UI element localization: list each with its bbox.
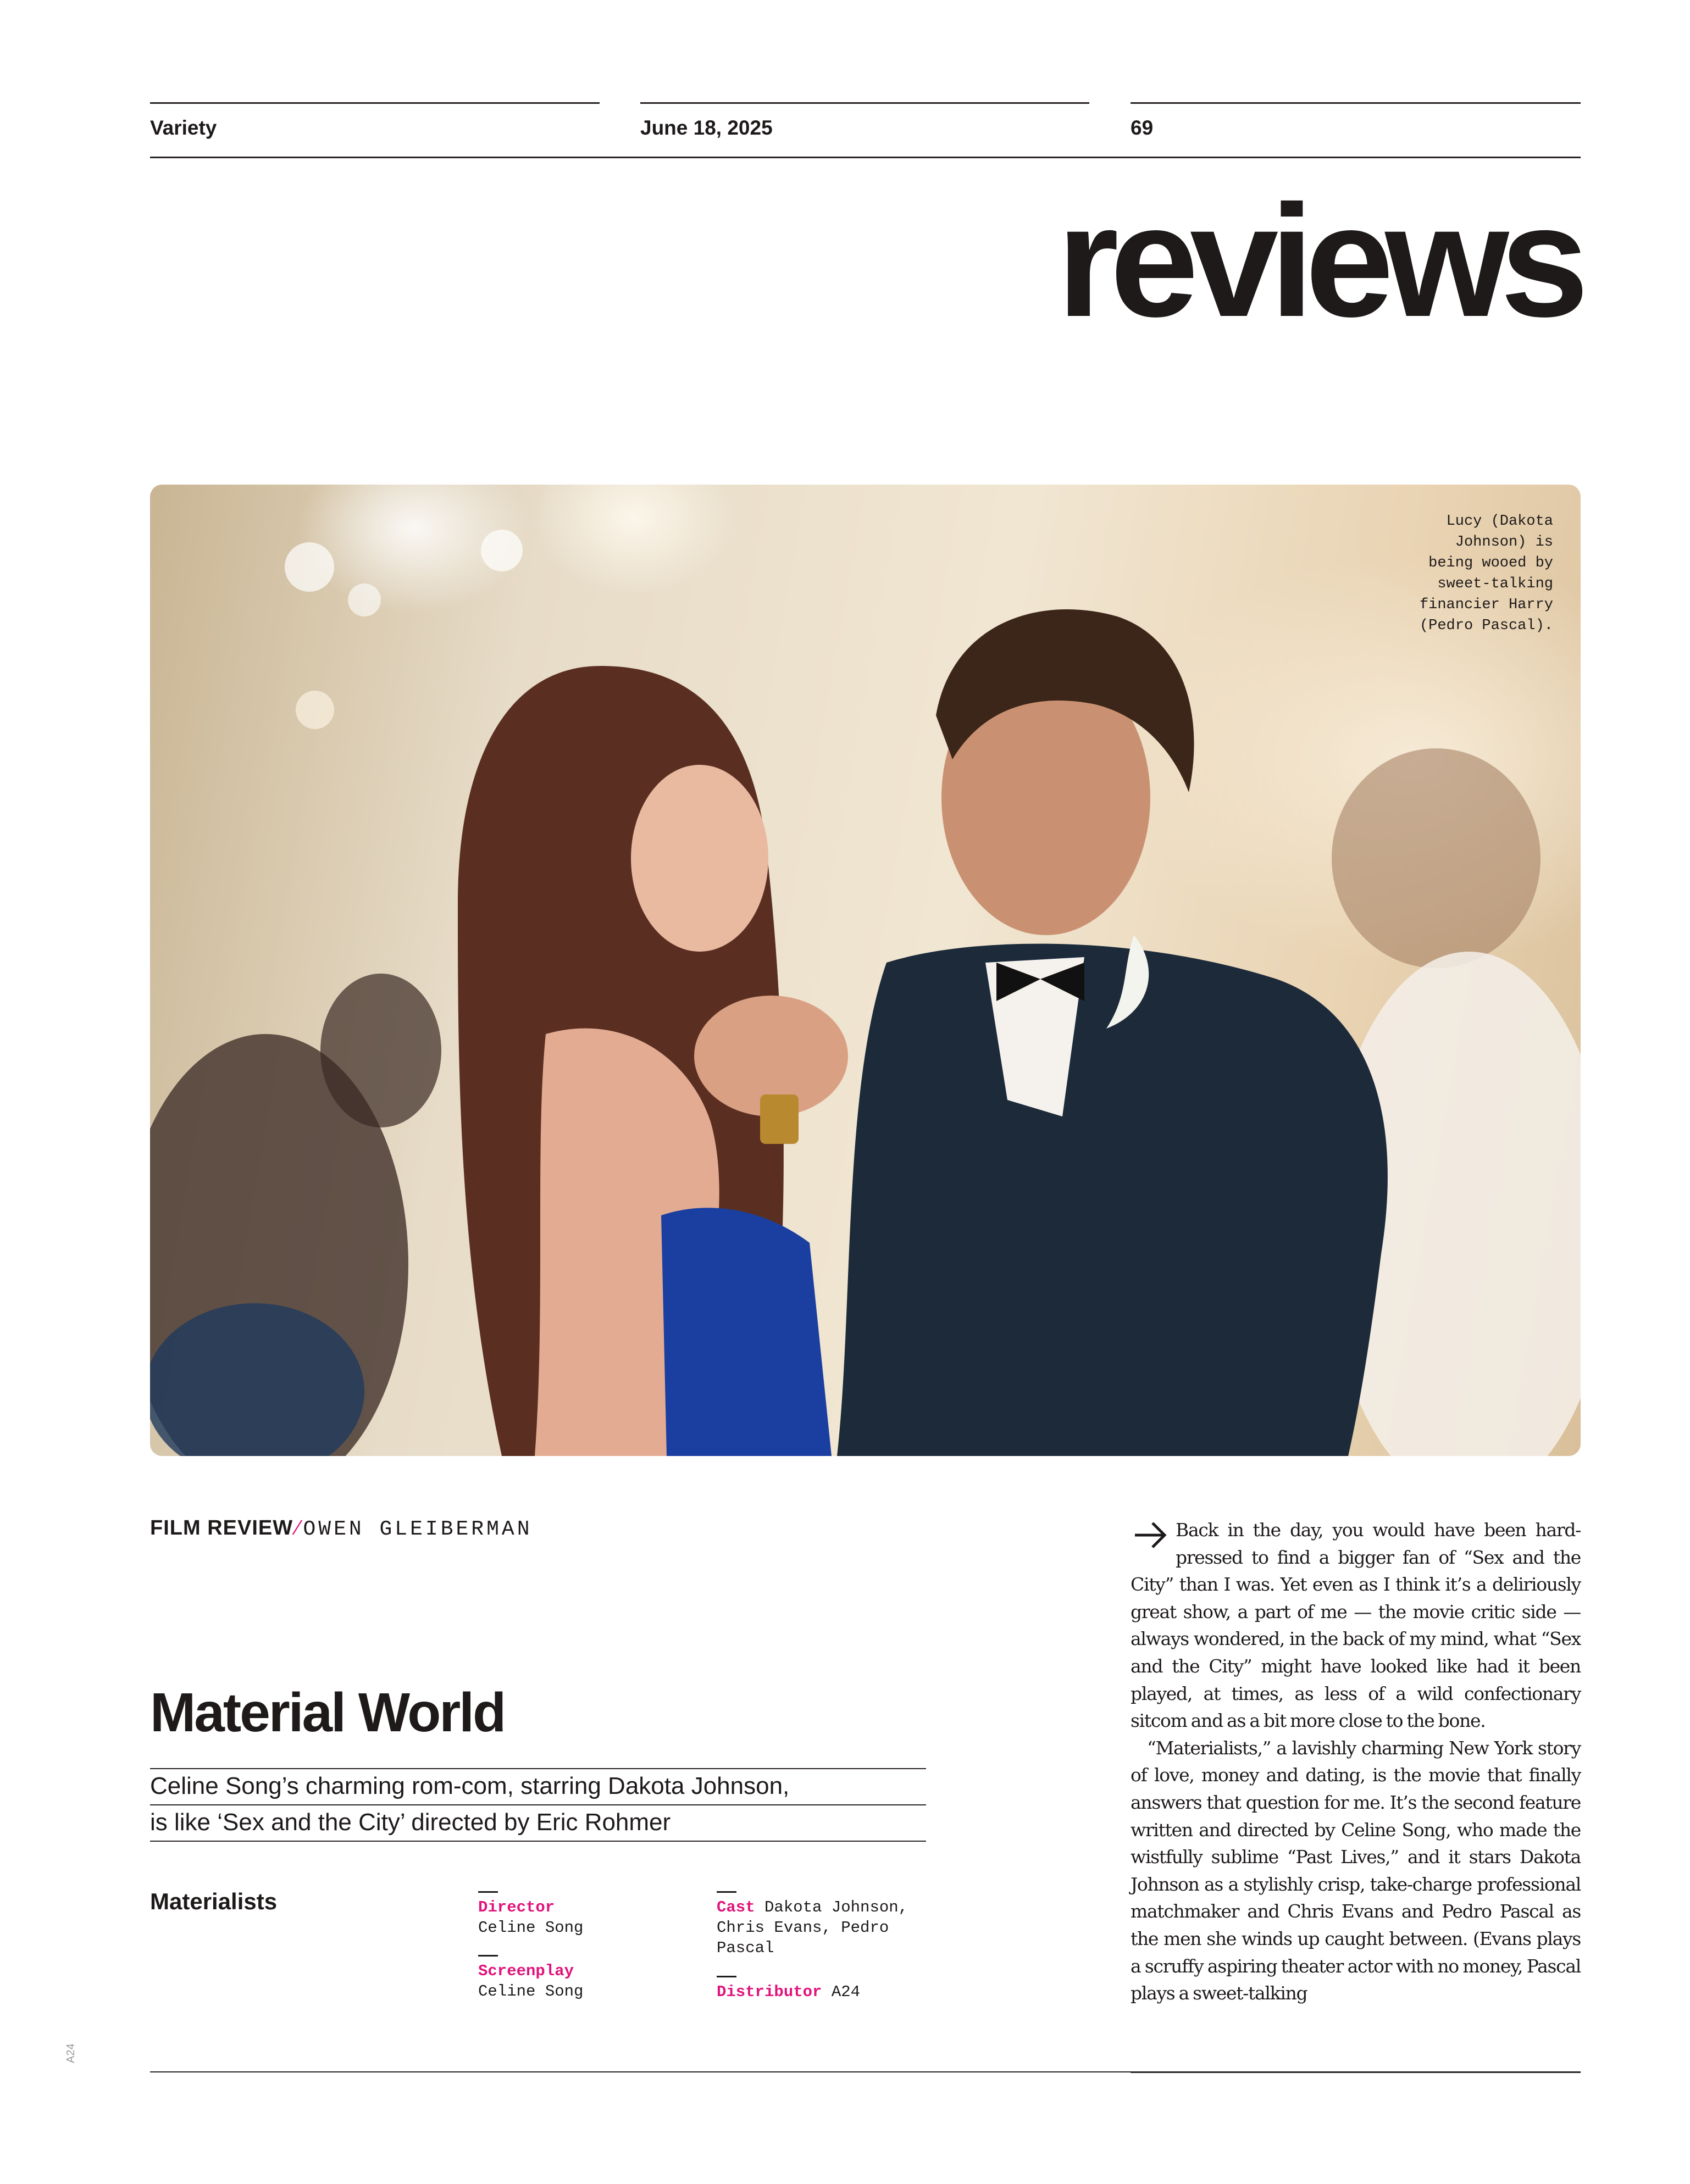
photo-caption: Lucy (Dakota Johnson) is being wooed by sweet-talking financier Harry (Pedro Pascal). bbox=[1419, 513, 1553, 634]
film-title: Materialists bbox=[150, 1888, 278, 1914]
credit-label-screenplay: Screenplay bbox=[478, 1962, 574, 1980]
film-still-photo bbox=[150, 485, 1581, 1456]
footer-rule-right bbox=[1131, 2071, 1581, 2073]
header-top-rule-2 bbox=[640, 102, 1089, 104]
credit-label-cast: Cast bbox=[717, 1898, 755, 1916]
credit-value-screenplay: Celine Song bbox=[478, 1982, 584, 2000]
footer-rule-left bbox=[150, 2071, 1131, 2072]
page-number: 69 bbox=[1131, 116, 1154, 139]
credit-distributor bbox=[717, 1976, 926, 2002]
header-top-rule-1 bbox=[150, 102, 600, 104]
body-paragraph-2: “Materialists,” a lavishly charming New York story of love, money and dating, is the movie that finally answers that question for me. It’s the second feature written and directed by Celine Song, who made the wistfully sublime “Past Lives,” and it stars Dakota Johnson as a stylishly crisp, take-charge professional matchmaker and Chris Evans and Pedro Pascal as the men she winds up caught between. (Evans plays a scruffy aspiring theater actor with no money, Pascal plays a sweet-talking bbox=[1131, 1737, 1581, 2004]
body-paragraph-1: Back in the day, you would have been hard-pressed to find a bigger fan of “Sex and the City” than I was. Yet even as I think it’s a deliriously great show, a part of me — the movie critic side — always wondered, in the back of my mind, what “Sex and the City” might have looked like had it been played, at times, as less of a wild confectionary sitcom and as a bit more close to the bone. bbox=[1131, 1519, 1581, 1732]
author-name: OWEN GLEIBERMAN bbox=[303, 1518, 533, 1541]
dek-line-2: is like ‘Sex and the City’ directed by Eric Rohmer bbox=[150, 1809, 671, 1836]
credit-director bbox=[478, 1891, 687, 1938]
dek-line-1: Celine Song’s charming rom-com, starring Dakota Johnson, bbox=[150, 1772, 790, 1799]
credit-value-director: Celine Song bbox=[478, 1919, 584, 1937]
credit-value-cast: Dakota Johnson, Chris Evans, Pedro Pascal bbox=[717, 1898, 908, 1957]
credit-value-distributor: A24 bbox=[831, 1983, 861, 2001]
photo-credit: A24 bbox=[65, 2043, 77, 2063]
publication-name: Variety bbox=[150, 116, 217, 139]
review-body bbox=[1131, 1516, 1581, 2007]
film-still-illustration bbox=[150, 485, 1581, 1456]
credit-label-director: Director bbox=[478, 1898, 555, 1916]
issue-date: June 18, 2025 bbox=[640, 116, 773, 139]
review-byline bbox=[150, 1516, 533, 1541]
dek-rule-bottom bbox=[150, 1841, 926, 1842]
slash-divider: ⁄ bbox=[296, 1516, 300, 1540]
review-headline: Material World bbox=[150, 1682, 505, 1743]
arrow-right-icon bbox=[1131, 1518, 1172, 1553]
header-bottom-rule bbox=[150, 157, 1581, 158]
section-title: reviews bbox=[1056, 172, 1580, 350]
credit-cast bbox=[717, 1891, 915, 1958]
section-kicker: FILM REVIEW bbox=[150, 1516, 293, 1540]
credit-label-distributor: Distributor bbox=[717, 1983, 822, 2001]
credit-screenplay bbox=[478, 1955, 687, 2002]
header-top-rule-3 bbox=[1131, 102, 1581, 104]
